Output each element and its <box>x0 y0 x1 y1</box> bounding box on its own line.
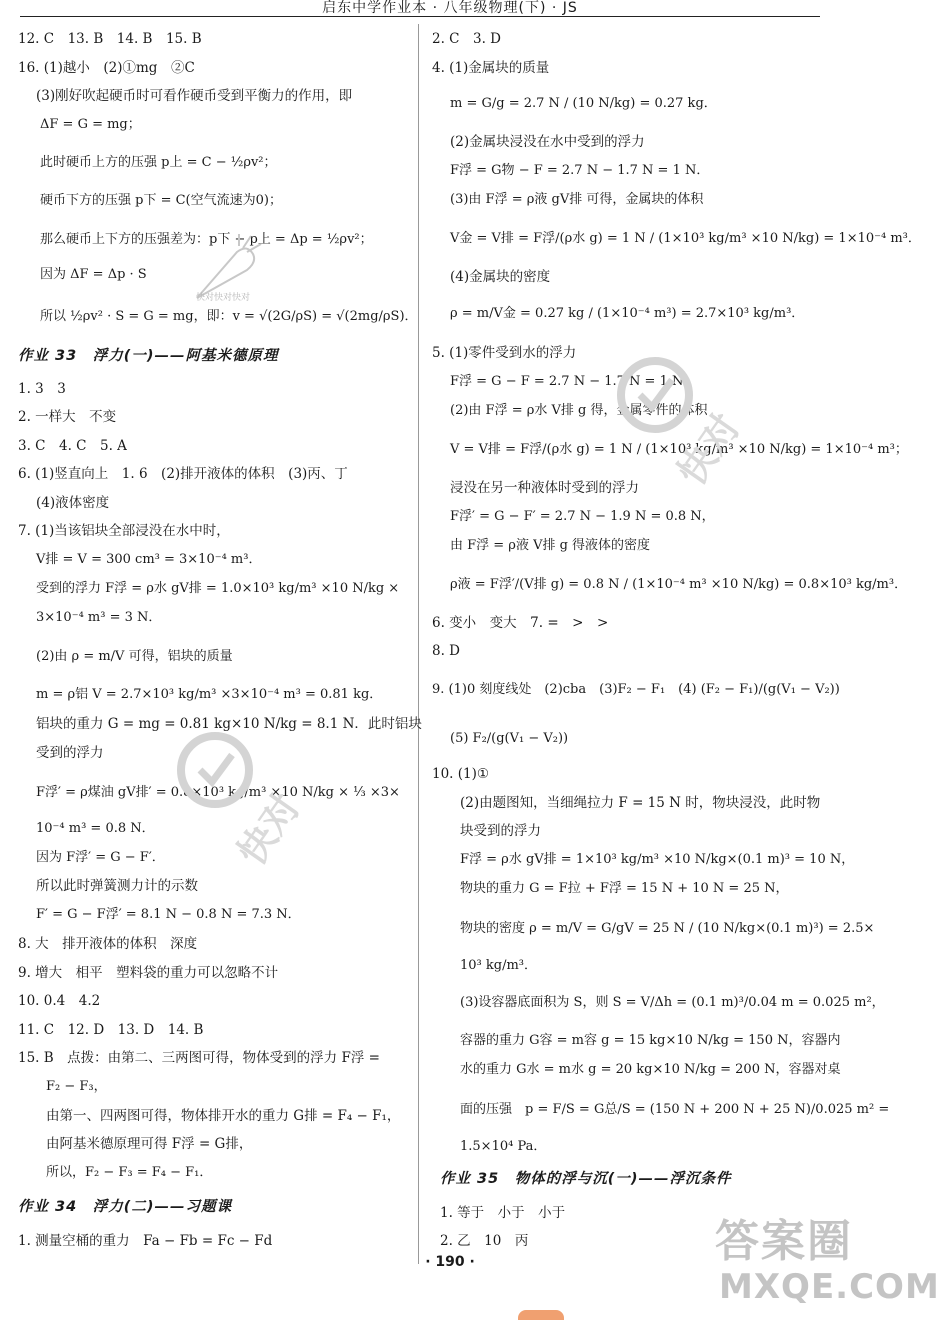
answer-line: 物块的密度 ρ = m/V = G/gV = 25 N / (10 N/kg×(0.1 m)³) = 2.5× <box>460 921 875 936</box>
answer-line: 5. (1)零件受到水的浮力 <box>432 345 577 361</box>
column-divider <box>418 24 419 1264</box>
answer-line: (2)金属块浸没在水中受到的浮力 <box>450 134 645 150</box>
answer-line: 由阿基米德原理可得 F浮 = G排， <box>46 1136 253 1152</box>
answer-line: (4)液体密度 <box>36 495 110 511</box>
answer-line: 水的重力 G水 = m水 g = 20 kg×10 N/kg = 200 N，容器对桌 <box>460 1062 841 1077</box>
answer-line: V排 = V = 300 cm³ = 3×10⁻⁴ m³． <box>36 552 262 567</box>
answer-line: 受到的浮力 F浮 = ρ水 gV排 = 1.0×10³ kg/m³ ×10 N/kg × <box>36 581 400 596</box>
answer-line: F浮′ = ρ煤油 gV排′ = 0.8×10³ kg/m³ ×10 N/kg × ⅓ ×3× <box>36 785 400 800</box>
answer-line: 由第一、四两图可得，物体排开水的重力 G排 = F₄ − F₁， <box>46 1108 401 1124</box>
answer-line: V金 = V排 = F浮/(ρ水 g) = 1 N / (1×10³ kg/m³ ×10 N/kg) = 1×10⁻⁴ m³． <box>450 231 921 246</box>
answer-line: 6. 变小 变大 7. = > > <box>432 615 609 631</box>
answer-line: ΔF = G = mg； <box>40 117 141 132</box>
answer-line: 所以 ½ρv² · S = G = mg，即：v = √(2G/ρS) = √(2mg/ρS)． <box>40 309 418 324</box>
answer-line: 受到的浮力 <box>36 745 104 761</box>
answer-line: 7. (1)当该铝块全部浸没在水中时， <box>18 523 230 539</box>
page-header: 启东中学作业本 · 八年级物理(下) · JS <box>322 0 578 16</box>
answer-line: 10⁻⁴ m³ = 0.8 N． <box>36 821 155 836</box>
answer-line: 1. 3 3 <box>18 381 66 397</box>
header-rule <box>20 16 820 17</box>
section-heading-35: 作业 35 物体的浮与沉(一)——浮沉条件 <box>440 1171 732 1187</box>
kuaidui-small-watermark: 快对快对快对 <box>196 293 251 303</box>
answer-line: 那么硬币上下方的压强差为：p下 − p上 = Δp = ½ρv²； <box>40 232 373 247</box>
answer-line: 9. (1)0 刻度线处 (2)cba (3)F₂ − F₁ (4) (F₂ − F₁)/(g(V₁ − V₂)) <box>432 682 840 697</box>
answer-line: 8. D <box>432 643 460 659</box>
answer-line: F₂ − F₃， <box>46 1079 107 1094</box>
answer-line: 12. C 13. B 14. B 15. B <box>18 31 202 47</box>
answer-line: 容器的重力 G容 = m容 g = 15 kg×10 N/kg = 150 N，容器内 <box>460 1033 841 1048</box>
answer-line: 面的压强 p = F/S = G总/S = (150 N + 200 N + 25 N)/0.025 m² = <box>460 1102 890 1117</box>
answer-line: 1. 等于 小于 小于 <box>440 1205 566 1221</box>
answer-line: 16. (1)越小 (2)①mg ②C <box>18 60 195 76</box>
page-number: · 190 · <box>425 1254 475 1270</box>
answer-line: (5) F₂/(g(V₁ − V₂)) <box>450 731 569 746</box>
answer-line: 1. 测量空桶的重力 Fa − Fb = Fc − Fd <box>18 1233 273 1249</box>
answer-line: F浮′ = G − F′ = 2.7 N − 1.9 N = 0.8 N， <box>450 509 715 524</box>
answer-line: 3. C 4. C 5. A <box>18 438 127 454</box>
answer-line: (3)刚好吹起硬币时可看作硬币受到平衡力的作用，即 <box>36 88 353 104</box>
kuaidui-watermark-left: 快对 <box>229 785 309 874</box>
answer-line: 因为 ΔF = Δp · S <box>40 267 147 282</box>
answer-line: 所以此时弹簧测力计的示数 <box>36 878 198 894</box>
answer-line: 因为 F浮′ = G − F′． <box>36 850 165 865</box>
answer-line: (3)设容器底面积为 S，则 S = V/Δh = (0.1 m)³/0.04 m = 0.025 m²， <box>460 995 885 1010</box>
answer-line: m = ρ铝 V = 2.7×10³ kg/m³ ×3×10⁻⁴ m³ = 0.81 kg． <box>36 687 383 702</box>
site-stamp-title: 答案圈 <box>715 1216 853 1267</box>
answer-line: 由 F浮 = ρ液 V排 g 得液体的密度 <box>450 538 651 553</box>
answer-line: 10. (1)① <box>432 766 489 782</box>
answer-line: (3)由 F浮 = ρ液 gV排 可得，金属块的体积 <box>450 192 704 207</box>
answer-line: 此时硬币上方的压强 p上 = C − ½ρv²； <box>40 155 277 170</box>
answer-line: 6. (1)竖直向上 1. 6 (2)排开液体的体积 (3)丙、丁 <box>18 466 348 482</box>
answer-line: ρ液 = F浮′/(V排 g) = 0.8 N / (1×10⁻⁴ m³ ×10 N/kg) = 0.8×10³ kg/m³． <box>450 577 908 592</box>
answer-line: 浸没在另一种液体时受到的浮力 <box>450 480 639 496</box>
site-stamp-url: MXQE.COM <box>719 1267 940 1307</box>
section-heading-33: 作业 33 浮力(一)——阿基米德原理 <box>18 348 279 364</box>
answer-line: (2)由 ρ = m/V 可得，铝块的质量 <box>36 649 233 664</box>
answer-line: 块受到的浮力 <box>460 823 541 839</box>
answer-line: 所以，F₂ − F₃ = F₄ − F₁． <box>46 1165 213 1180</box>
answer-line: 2. 乙 10 丙 <box>440 1233 529 1249</box>
answer-line: F浮 = G − F = 2.7 N − 1.7 N = 1 N． <box>450 374 697 389</box>
answer-line: 硬币下方的压强 p下 = C(空气流速为0)； <box>40 193 282 208</box>
answer-line: 物块的重力 G = F拉 + F浮 = 15 N + 10 N = 25 N， <box>460 881 789 896</box>
answer-line: 15. B 点拨：由第二、三两图可得，物体受到的浮力 F浮 = <box>18 1050 380 1066</box>
answer-line: 3×10⁻⁴ m³ = 3 N． <box>36 610 162 625</box>
section-heading-34: 作业 34 浮力(二)——习题课 <box>18 1199 232 1215</box>
answer-line: 铝块的重力 G = mg = 0.81 kg×10 N/kg = 8.1 N．此时铝块 <box>36 716 422 732</box>
answer-line: 9. 增大 相平 塑料袋的重力可以忽略不计 <box>18 965 279 981</box>
answer-line: F浮 = ρ水 gV排 = 1×10³ kg/m³ ×10 N/kg×(0.1 m)³ = 10 N， <box>460 852 855 867</box>
answer-line: 10. 0.4 4.2 <box>18 993 101 1009</box>
answer-line: 10³ kg/m³． <box>460 958 538 973</box>
answer-line: (4)金属块的密度 <box>450 269 551 285</box>
answer-line: 2. C 3. D <box>432 31 501 47</box>
answer-line: V = V排 = F浮/(ρ水 g) = 1 N / (1×10³ kg/m³ ×10 N/kg) = 1×10⁻⁴ m³； <box>450 442 908 457</box>
answer-line: (2)由题图知，当细绳拉力 F = 15 N 时，物块浸没，此时物 <box>460 795 821 811</box>
site-stamp <box>705 1205 940 1315</box>
answer-line: 1.5×10⁴ Pa． <box>460 1139 547 1154</box>
bottom-tab-mark <box>518 1310 564 1320</box>
kuaidui-watermark-right: 快对 <box>669 405 749 494</box>
answer-line: ρ = m/V金 = 0.27 kg / (1×10⁻⁴ m³) = 2.7×10³ kg/m³． <box>450 306 805 321</box>
answer-line: F浮 = G物 − F = 2.7 N − 1.7 N = 1 N． <box>450 163 710 178</box>
answer-line: 11. C 12. D 13. D 14. B <box>18 1022 204 1038</box>
answer-line: 4. (1)金属块的质量 <box>432 60 550 76</box>
answer-line: m = G/g = 2.7 N / (10 N/kg) = 0.27 kg． <box>450 96 717 111</box>
answer-line: (2)由 F浮 = ρ水 V排 g 得，金属零件的体积 <box>450 403 708 418</box>
answer-line: 2. 一样大 不变 <box>18 409 117 425</box>
answer-line: F′ = G − F浮′ = 8.1 N − 0.8 N = 7.3 N． <box>36 907 301 922</box>
answer-line: 8. 大 排开液体的体积 深度 <box>18 936 198 952</box>
